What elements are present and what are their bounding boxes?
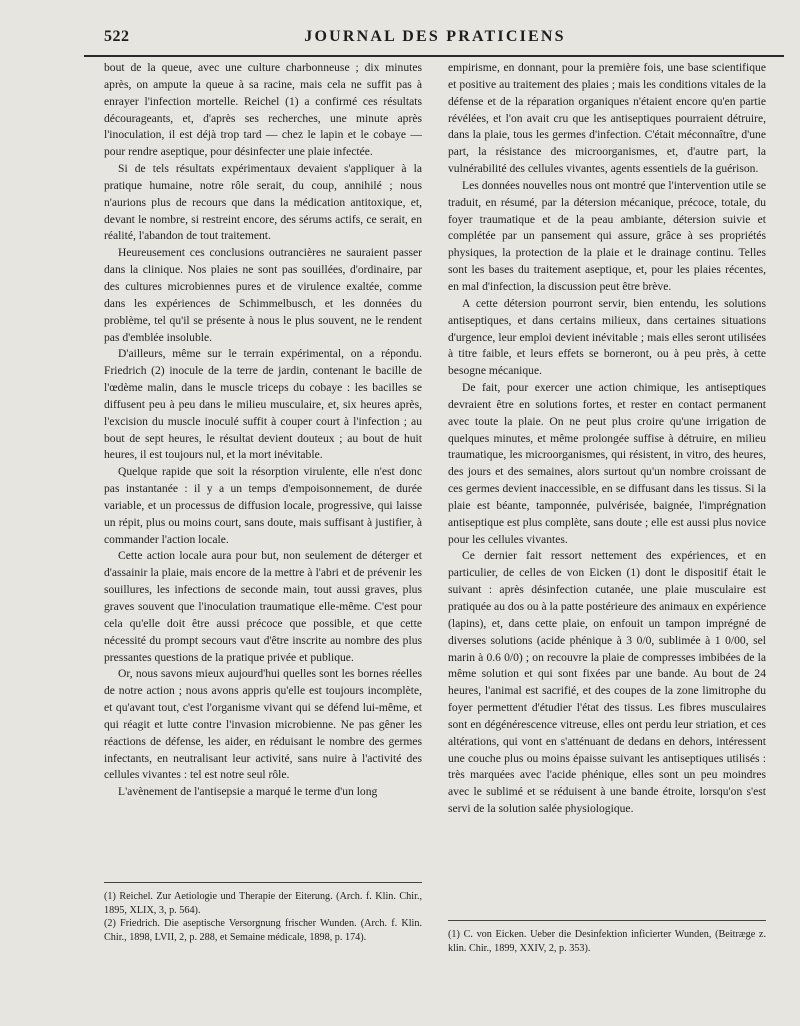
footnote-rule-left xyxy=(104,882,422,883)
paragraph: Les données nouvelles nous ont montré que l'intervention utile se traduit, en résumé, par la détersion mécanique, précoce, totale, du foyer traumatique et de la peau ambiante, détersion suivie et complétée par un pansement qui assure, grâce à ses propriétés physiques, la protection de la plaie et le drainage continu. Telles sont les bases du traitement aseptique, et, pour les plaies récentes, en mal d'infection, la discussion peut être brève. xyxy=(448,178,766,293)
paragraph: A cette détersion pourront servir, bien entendu, les solutions antiseptiques, et dans certains milieux, dans certaines situations d'urgence, leur emploi devient inévitable ; mais elles seront utilisées à titre faible, et leurs effets se borneront, ou à peu près, à cette besogne mécanique. xyxy=(448,296,766,378)
paragraph: Heureusement ces conclusions outrancières ne sauraient passer dans la clinique. Nos plaies ne sont pas souillées, d'ordinaire, par des cultures microbiennes pures et de virulence exaltée, comme dans les expériences de Schimmelbusch, et les données du problème, tel qu'il se présente à nous le plus souvent, ne le rendent pas d'emblée insoluble. xyxy=(104,246,422,344)
left-column xyxy=(104,60,422,801)
paragraph: Si de tels résultats expérimentaux devaient s'appliquer à la pratique humaine, notre rôle serait, du coup, annihilé ; nous n'aurions plus de recours que dans la médication antitoxique, et, devant le nombre, si restreint encore, des sérums actifs, ce serait, en réalité, l'abandon de tout traitement. xyxy=(104,162,422,243)
paragraph: Cette action locale aura pour but, non seulement de déterger et d'assainir la plaie, mais encore de la mettre à l'abri et de prévenir les souillures, les infections de seconde main, tout aussi graves, plus graves souvent que l'inoculation traumatique elle-même. C'est pour cela qu'elle doit être aussi précoce que possible, et que cette nécessité du prompt secours vaut d'être inscrite au nombre des plus pressantes questions de la pratique privée et publique. xyxy=(104,549,422,664)
paragraph: L'avènement de l'antisepsie a marqué le terme d'un long xyxy=(118,785,378,799)
right-column xyxy=(448,60,766,818)
paragraph: Or, nous savons mieux aujourd'hui quelles sont les bornes réelles de notre action ; nous avons appris qu'elle est toujours incomplète, et qu'avant tout, c'est l'organisme vivant qui se défend lui-même, et qui réagit et lutte contre l'invasion microbienne. Ne pas gêner les réactions de défense, les aider, en réduisant le nombre des germes infectants, en neutralisant leur activité, sans nuire à l'activité des cellules vivantes : tel est notre seul rôle. xyxy=(104,667,422,782)
paragraph: Quelque rapide que soit la résorption virulente, elle n'est donc pas instantanée : il y a un temps d'empoisonnement, de durée variable, et un processus de diffusion locale, progressive, qui laisse un répit, plus ou moins court, sans doute, mais suffisant à justifier, à commander l'action locale. xyxy=(104,465,422,546)
footnote: (2) Friedrich. Die aseptische Versorgnung frischer Wunden. (Arch. f. Klin. Chir., 1898, LVII, 2, p. 288, et Semaine médicale, 1898, p. 174). xyxy=(104,918,422,943)
footnote-rule-right xyxy=(448,920,766,921)
journal-title: JOURNAL DES PRATICIENS xyxy=(304,28,566,45)
page-header xyxy=(104,28,766,52)
footnote: (1) C. von Eicken. Ueber die Desinfektion inficierter Wunden, (Beitræge z. klin. Chir., 1899, XXIV, 2, p. 353). xyxy=(448,929,766,954)
paragraph: De fait, pour exercer une action chimique, les antiseptiques devraient être en solutions fortes, et rester en contact permanent avec toute la plaie. On ne peut plus croire qu'une irrigation de quelques minutes, et même prolongée suffise à détruire, en milieu traumatique, les microorganismes, qui résistent, in vitro, des heures, des jours et des semaines, alors surtout qu'un nombre croissant de ces germes devient inaccessible, en se diffusant dans les tissus. Si la plaie est béante, tamponnée, pulvérisée, baignée, l'imprégnation antiseptique est plus complète, sans doute ; elle est aussi plus novice pour les cellules vivantes. xyxy=(448,381,766,546)
page-number: 522 xyxy=(104,28,130,45)
footnotes-right xyxy=(448,928,766,955)
header-rule xyxy=(84,55,784,57)
footnotes-left xyxy=(104,890,422,944)
paragraph: empirisme, en donnant, pour la première fois, une base scientifique et positive au traitement des plaies ; mais les conditions vitales de la défense et de la réparation organiques n'étaient encore qu'en partie révélées, et l'on avait cru que les antiseptiques pourraient détruire, dans la plaie, tous les germes d'infection. C'était méconnaître, d'une part, la résistance des microorganismes, et, d'autre part, la vulnérabilité des cellules vivantes, agents essentiels de la guérison. xyxy=(448,61,766,176)
footnote: (1) Reichel. Zur Aetiologie und Therapie der Eiterung. (Arch. f. Klin. Chir., 1895, XLIX, 3, p. 564). xyxy=(104,891,422,916)
paragraph: bout de la queue, avec une culture charbonneuse ; dix minutes après, on ampute la queue à sa racine, mais cela ne suffit pas à enrayer l'infection mortelle. Reichel (1) a confirmé ces résultats décourageants, et, d'après ses recherches, une minute après l'inoculation, il est déjà trop tard — chez le lapin et le cobaye — pour rendre aseptique, pour désinfecter une plaie infectée. xyxy=(104,61,422,159)
paragraph: Ce dernier fait ressort nettement des expériences, et en particulier, de celles de von Eicken (1) dont le dispositif était le suivant : après désinfection cutanée, une plaie musculaire est pratiquée au dos ou à la patte postérieure des animaux en expérience (lapins), et, dans cette plaie, on enfouit un tampon imprégné de diverses solutions (acide phénique à 3 0/0, sublimée à 1 0/00, sel marin à 0.6 0/0) ; on recouvre la plaie de compresses imbibées de la même solution et qui sont fixées par une bande. Au bout de 24 heures, l'animal est sacrifié, et des coupes de la zone limitrophe du foyer permettent d'étudier l'état des tissus. Les fibres musculaires sont en dégénérescence vitreuse, elles ont perdu leur striation, et ces altérations, qui vont en s'atténuant de dedans en dehors, intéressent une couche plus ou moins épaisse suivant les antiseptiques utilisés : très marquées avec l'acide phénique, elles sont un peu moindres avec le sublimé et se réduisent à une bande étroite, lorsqu'on s'est servi de la solution salée physiologique. xyxy=(448,549,766,816)
paragraph: D'ailleurs, même sur le terrain expérimental, on a répondu. Friedrich (2) inocule de la terre de jardin, contenant le bacille de l'œdème malin, dans le muscle triceps du cobaye : les bacilles se diffusent peu à peu dans le milieu musculaire, et, six heures après, l'excision du muscle inoculé suffit à couper court à l'infection ; au bout de sept heures, le résultat devient douteux ; au bout de huit heures, il est toujours nul, et la mort inévitable. xyxy=(104,347,422,462)
